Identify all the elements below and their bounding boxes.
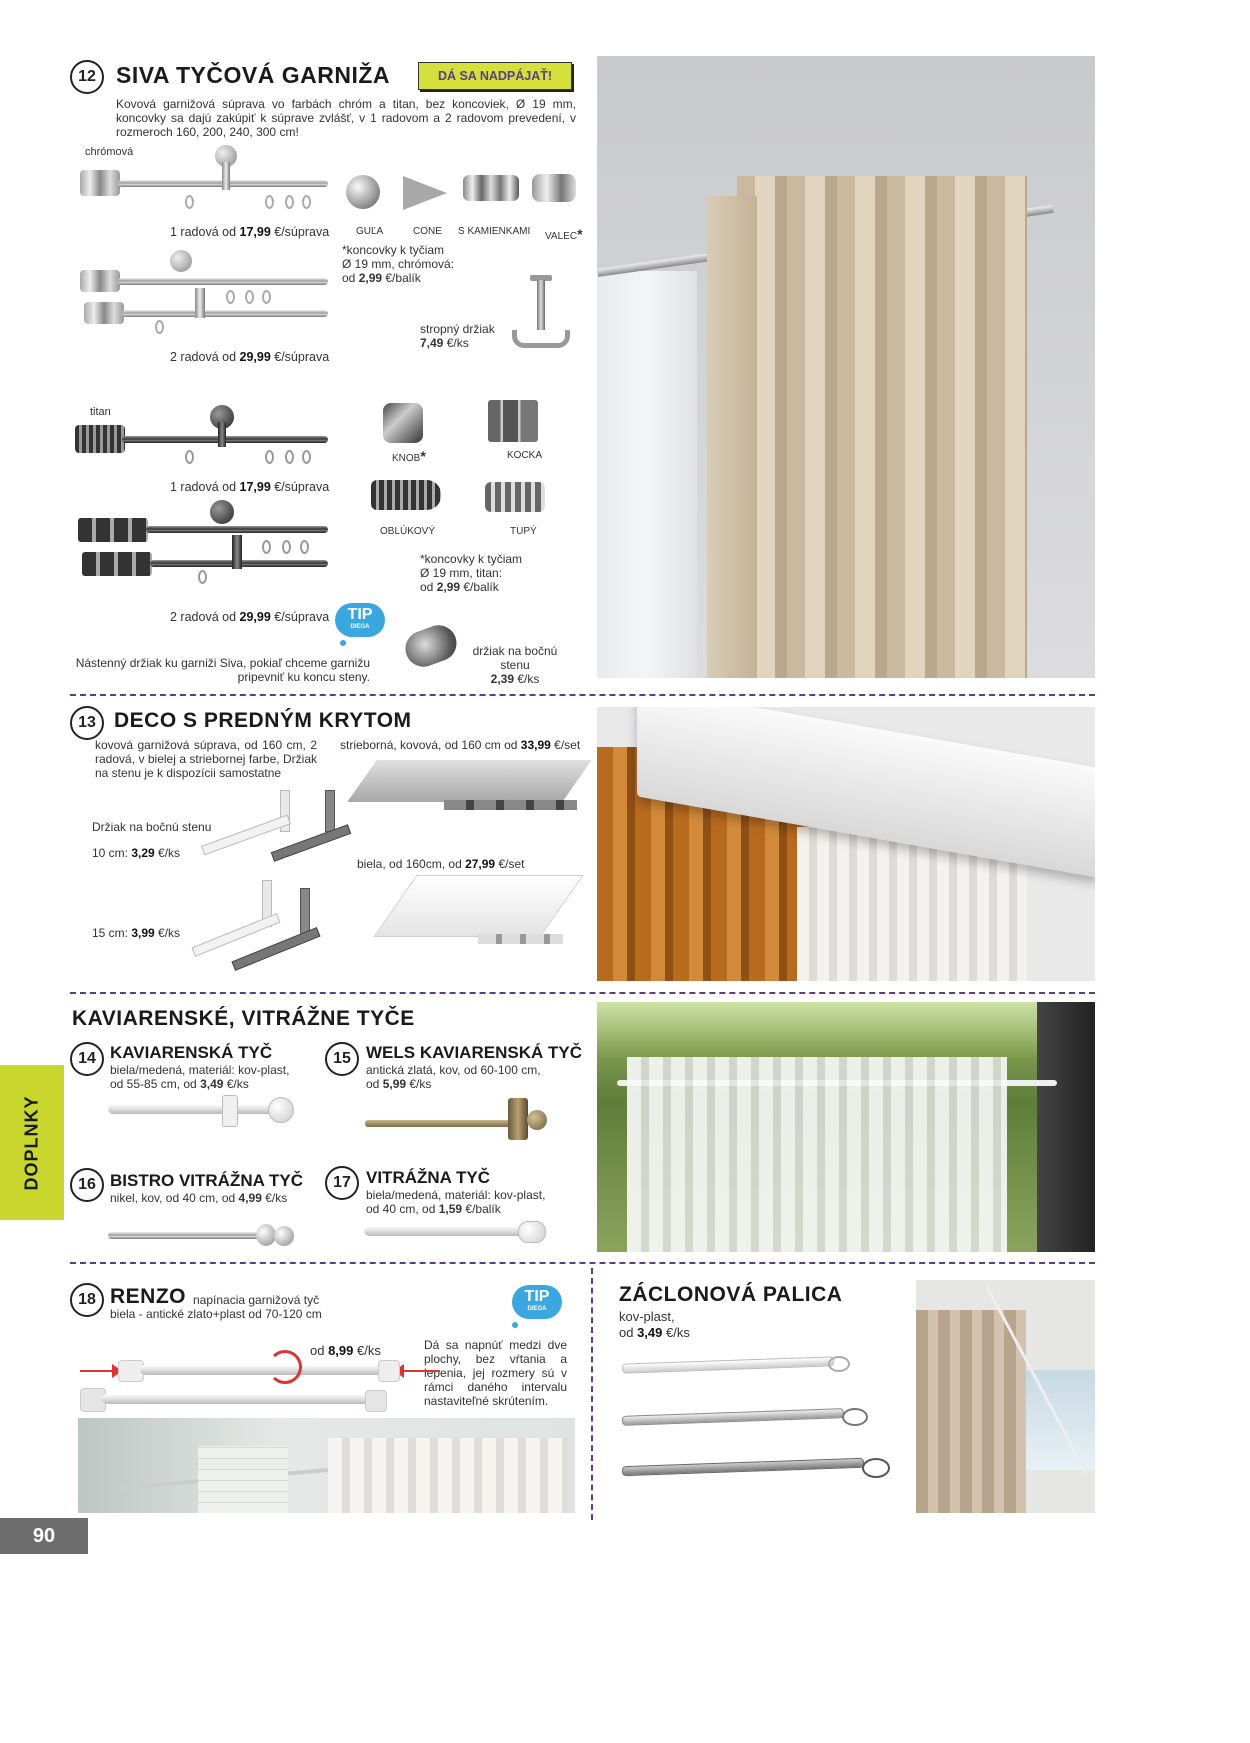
product-title-17: VITRÁŽNA TYČ (366, 1168, 491, 1187)
chrome-label: chrómová (85, 146, 134, 158)
section-number-18: 18 (70, 1283, 104, 1317)
deco-white-price: biela, od 160cm, od 27,99 €/set (357, 857, 525, 871)
section-number-14: 14 (70, 1042, 104, 1076)
deco-silver-price: strieborná, kovová, od 160 cm od 33,99 €/set (340, 738, 581, 752)
cone-end-icon (403, 176, 447, 210)
titan-1-row-price: 1 radová od 17,99 €/súprava (170, 480, 330, 494)
product-details-14: biela/medená, materiál: kov-plast, od 55-85 cm, od 3,49 €/ks (110, 1063, 290, 1091)
section-title-renzo: RENZO (110, 1285, 186, 1308)
section-number-13: 13 (70, 706, 104, 740)
end-label-knob: KNOB* (392, 448, 426, 464)
siva-description: Kovová garnižová súprava vo farbách chróm a titan, bez koncoviek, Ø 19 mm, koncovky sa dajú zakúpiť k súprave zvlášť, v 1 radovom a 2 radovom prevedení, v rozmeroch 160, 200, 240, 300 cm! (116, 97, 576, 139)
stick-material: kov-plast, (619, 1309, 675, 1324)
product-details-17: biela/medená, materiál: kov-plast, od 40 cm, od 1,59 €/balík (366, 1188, 546, 1216)
stones-end-icon (463, 175, 519, 201)
divider-3 (70, 1262, 1095, 1264)
renzo-subtitle: napínacia garnižová tyč (193, 1293, 320, 1307)
extendable-badge: DÁ SA NADPÁJAŤ! (418, 62, 572, 90)
white-cover-image (373, 875, 583, 937)
section-title-stick: ZÁCLONOVÁ PALICA (619, 1283, 843, 1306)
grey-curtains-photo (597, 56, 1095, 678)
curtain-stick-photo (916, 1280, 1095, 1513)
blunt-end-icon (485, 482, 545, 512)
end-label-ball: GUĽA (356, 226, 384, 237)
end-label-stones: S KAMIENKAMI (458, 226, 531, 237)
deco-rail-photo (597, 707, 1095, 981)
renzo-tip-text: Dá sa napnúť medzi dve plochy, bez vŕtania a lepenia, jej rozmery sú v rámci daného intervalu nastaviteľné skrútením. (424, 1338, 567, 1408)
section-title-deco: DECO S PREDNÝM KRYTOM (114, 709, 412, 732)
divider-1 (70, 694, 1095, 696)
end-label-cylinder: VALEC* (545, 226, 583, 242)
titan-label: titan (90, 406, 111, 418)
end-label-arched: OBLÚKOVÝ (380, 526, 436, 537)
chrome-1-row-price: 1 radová od 17,99 €/súprava (170, 225, 330, 239)
shower-photo (78, 1418, 575, 1513)
ball-end-icon (346, 175, 380, 209)
end-label-cube: KOCKA (507, 450, 543, 461)
section-number-16: 16 (70, 1168, 104, 1202)
section-number-12: 12 (70, 60, 104, 94)
product-title-16: BISTRO VITRÁŽNA TYČ (110, 1171, 303, 1190)
silver-cover-image (347, 760, 591, 802)
tip-badge-1: TIP DIEGA (335, 603, 385, 637)
section-number-15: 15 (325, 1042, 359, 1076)
chrome-ends-note: *koncovky k tyčiam Ø 19 mm, chrómová: od 2,99 €/balík (342, 243, 455, 285)
cafe-curtain-photo (597, 1002, 1095, 1252)
side-wall-holder-image (400, 620, 461, 672)
ceiling-holder-price: stropný držiak 7,49 €/ks (420, 322, 495, 350)
product-details-16: nikel, kov, od 40 cm, od 4,99 €/ks (110, 1191, 288, 1205)
product-title-14: KAVIARENSKÁ TYČ (110, 1043, 273, 1062)
holder-10cm-price: 10 cm: 3,29 €/ks (92, 846, 181, 860)
tip-badge-2: TIP DIEGA (512, 1285, 562, 1319)
page-number: 90 (0, 1518, 88, 1554)
section-number-17: 17 (325, 1166, 359, 1200)
titan-ends-note: *koncovky k tyčiam Ø 19 mm, titan: od 2,99 €/balík (420, 552, 523, 594)
end-label-cone: CONE (413, 226, 442, 237)
cylinder-end-icon (532, 174, 576, 202)
cube-end-icon (488, 400, 538, 442)
titan-2-row-price: 2 radová od 29,99 €/súprava (170, 610, 330, 624)
renzo-description: biela - antické zlato+plast od 70-120 cm (110, 1307, 322, 1321)
wall-holder-tip: Nástenný držiak ku garniži Siva, pokiaľ chceme garnižu pripevniť ku koncu steny. (75, 656, 370, 684)
chrome-2-row-price: 2 radová od 29,99 €/súprava (170, 350, 330, 364)
section-title-siva: SIVA TYČOVÁ GARNIŽA (116, 62, 391, 88)
stick-price: od 3,49 €/ks (619, 1325, 690, 1340)
cafe-section-title: KAVIARENSKÉ, VITRÁŽNE TYČE (72, 1007, 415, 1030)
renzo-price: od 8,99 €/ks (310, 1343, 381, 1358)
divider-2 (70, 992, 1095, 994)
side-tab: DOPLNKY (0, 1065, 64, 1220)
deco-holder-label: Držiak na bočnú stenu (92, 820, 212, 834)
end-label-blunt: TUPÝ (510, 526, 537, 537)
knob-end-icon (383, 403, 423, 443)
product-details-15: antická zlatá, kov, od 60-100 cm, od 5,99 €/ks (366, 1063, 541, 1091)
product-title-15: WELS KAVIARENSKÁ TYČ (366, 1043, 582, 1062)
arched-end-icon (371, 480, 441, 510)
side-holder-price: držiak na bočnú stenu 2,39 €/ks (472, 644, 558, 686)
holder-15cm-price: 15 cm: 3,99 €/ks (92, 926, 181, 940)
deco-description: kovová garnižová súprava, od 160 cm, 2 radová, v bielej a striebornej farbe, Držiak na stenu je k dispozícii samostatne (95, 738, 317, 780)
divider-vertical (591, 1268, 593, 1520)
